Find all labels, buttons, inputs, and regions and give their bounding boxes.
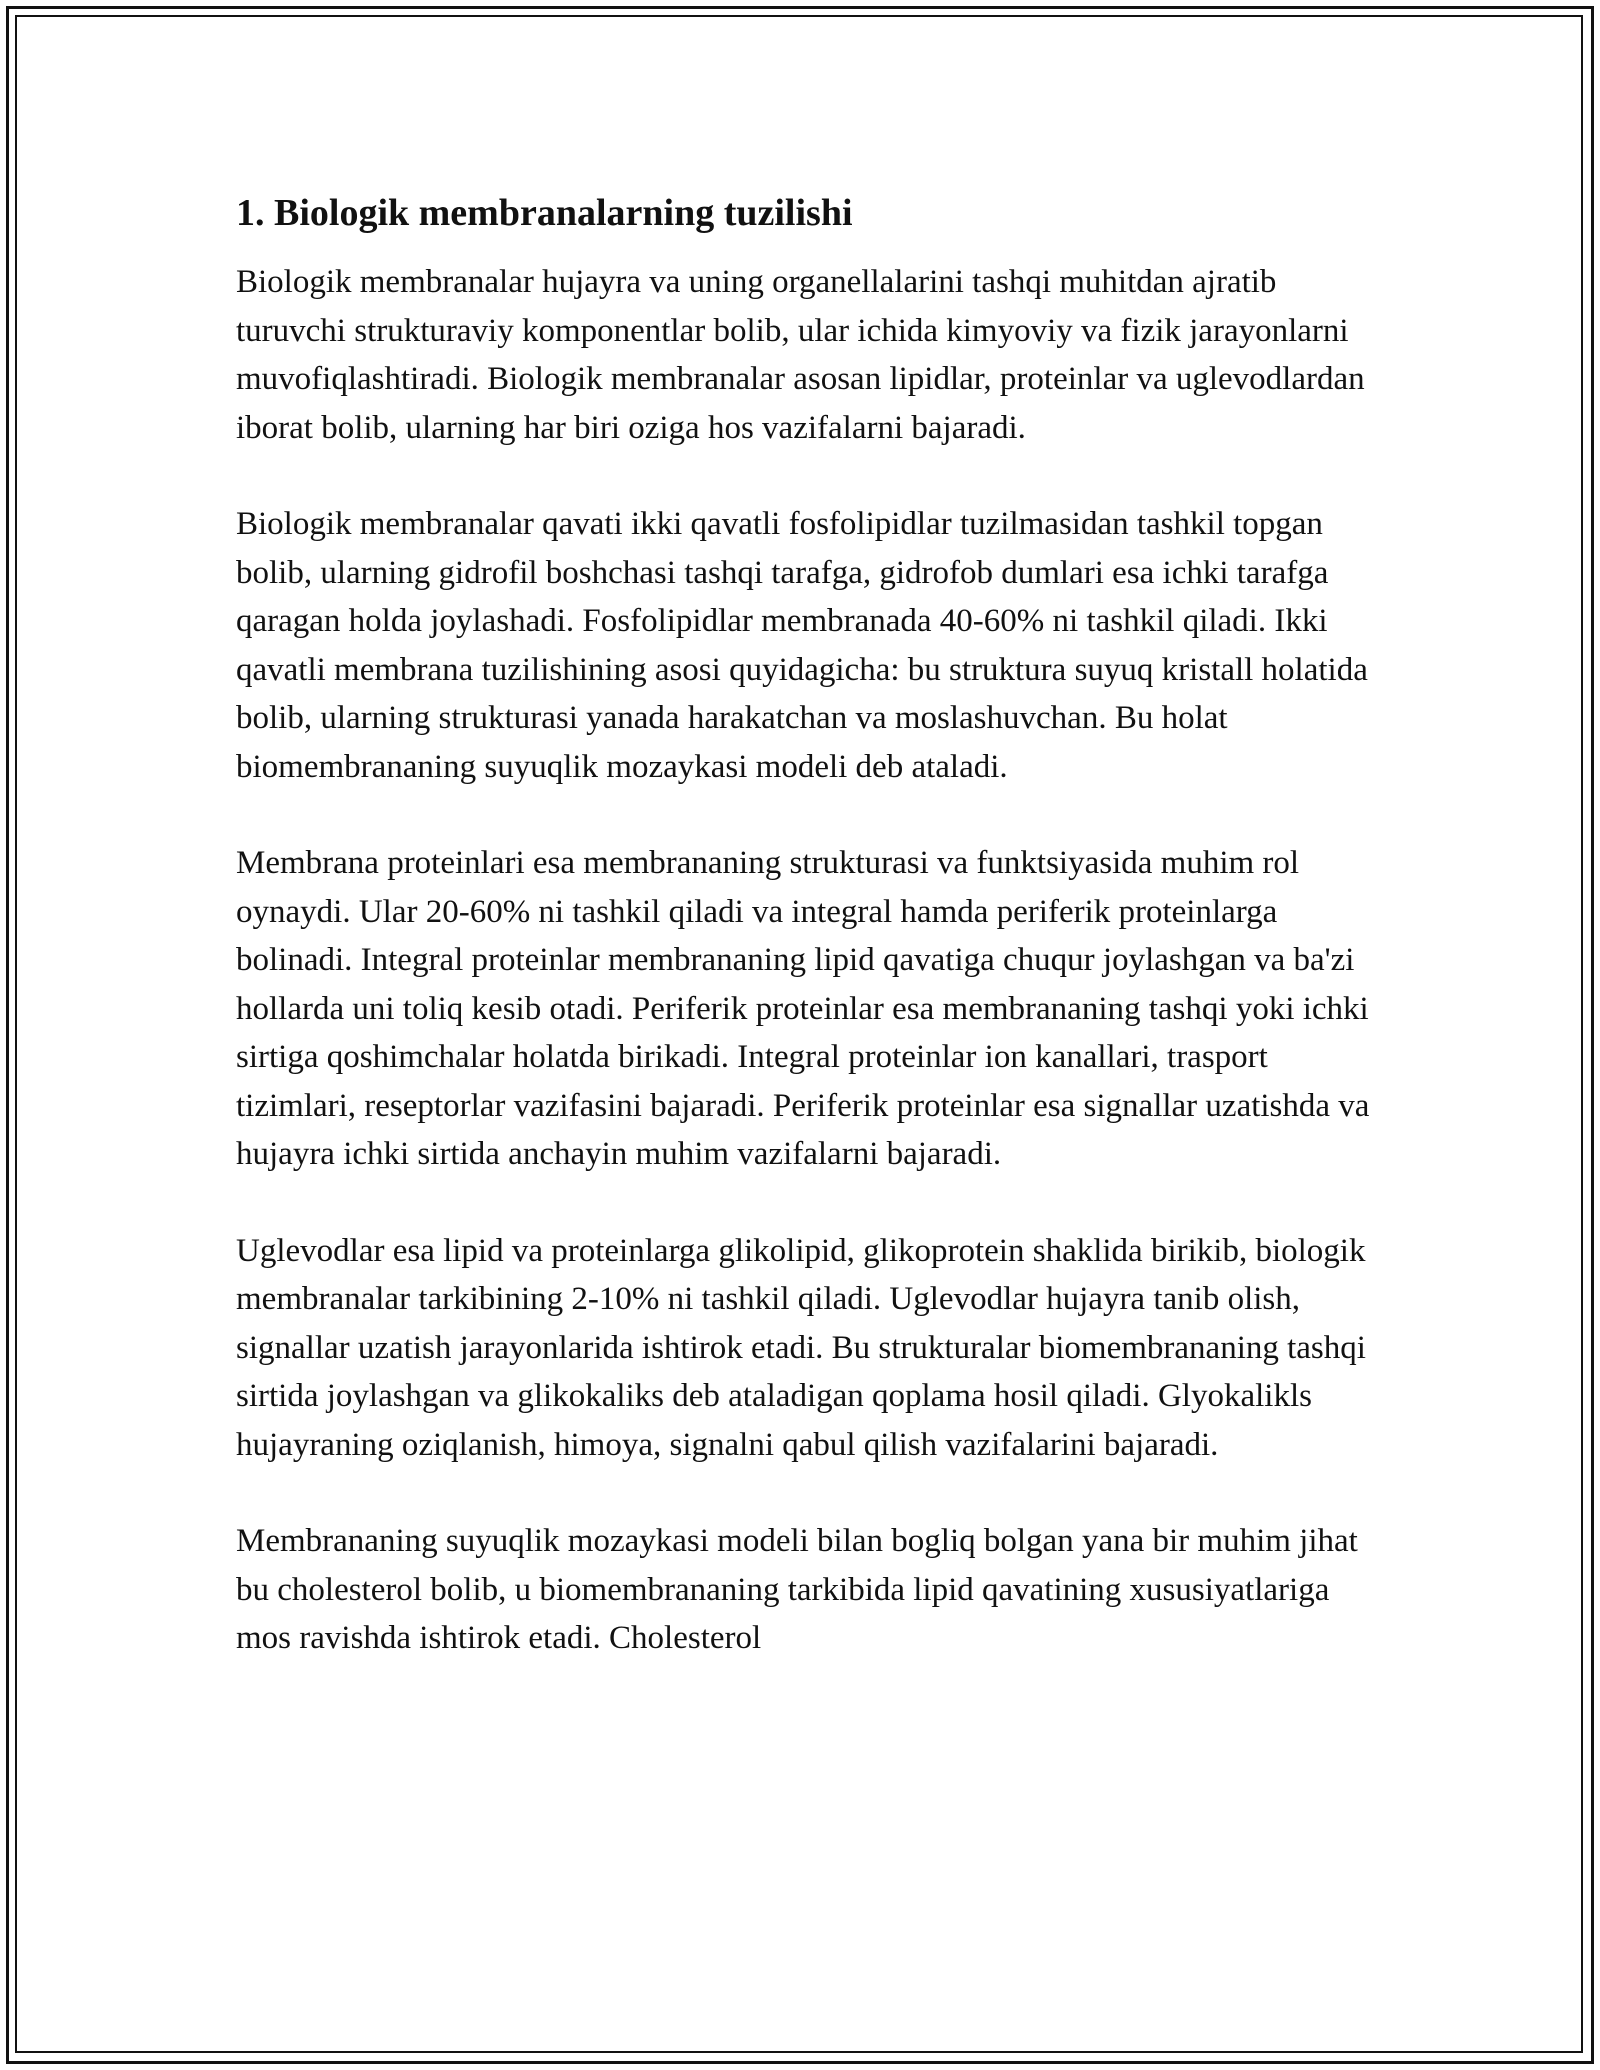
paragraph-phospholipids: Biologik membranalar qavati ikki qavatli fosfolipidlar tuzilmasidan tashkil topgan bolib, ularning gidrofil boshchasi tashqi tarafga, gidrofob dumlari esa ichki tarafga qaragan holda joylashadi. Fosfolipidlar membranada 40-60% ni tashkil qiladi. Ikki qavatli membrana tuzilishining asosi quyidagicha: bu struktura suyuq kristall holatida bolib, ularning strukturasi yanada harakatchan va moslashuvchan. Bu holat biomembrananing suyuqlik mozaykasi modeli deb ataladi. [236, 506, 1368, 785]
paragraph-cholesterol: Membrananing suyuqlik mozaykasi modeli bilan bogliq bolgan yana bir muhim jihat bu cholesterol bolib, u biomembrananing tarkibida lipid qavatining xususiyatlariga mos ravishda ishtirok etadi. Cholesterol [236, 1523, 1358, 1656]
paragraph-carbohydrates: Uglevodlar esa lipid va proteinlarga glikolipid, glikoprotein shaklida birikib, biologik membranalar tarkibining 2-10% ni tashkil qiladi. Uglevodlar hujayra tanib olish, signallar uzatish jarayonlarida ishtirok etadi. Bu strukturalar biomembrananing tashqi sirtida joylashgan va glikokaliks deb ataladigan qoplama hosil qiladi. Glyokalikls hujayraning oziqlanish, himoya, signalni qabul qilish vazifalarini bajaradi. [236, 1232, 1366, 1463]
section-heading: 1. Biologik membranalarning tuzilishi [236, 192, 853, 234]
paragraph-proteins: Membrana proteinlari esa membrananing strukturasi va funktsiyasida muhim rol oynaydi. Ular 20-60% ni tashkil qiladi va integral hamda periferik proteinlarga bolinadi. Integral proteinlar membrananing lipid qavatiga chuqur joylashgan va ba'zi hollarda uni toliq kesib otadi. Periferik proteinlar esa membrananing tashqi yoki ichki sirtiga qoshimchalar holatda birikadi. Integral proteinlar ion kanallari, trasport tizimlari, reseptorlar vazifasini bajaradi. Periferik proteinlar esa signallar uzatishda va hujayra ichki sirtida anchayin muhim vazifalarni bajaradi. [236, 845, 1370, 1172]
paragraph-intro: Biologik membranalar hujayra va uning organellalarini tashqi muhitdan ajratib turuvchi strukturaviy komponentlar bolib, ular ichida kimyoviy va fizik jarayonlarni muvofiqlashtiradi. Biologik membranalar asosan lipidlar, proteinlar va uglevodlardan iborat bolib, ularning har biri oziga hos vazifalarni bajaradi. [236, 264, 1365, 446]
document-body [236, 186, 1376, 1663]
